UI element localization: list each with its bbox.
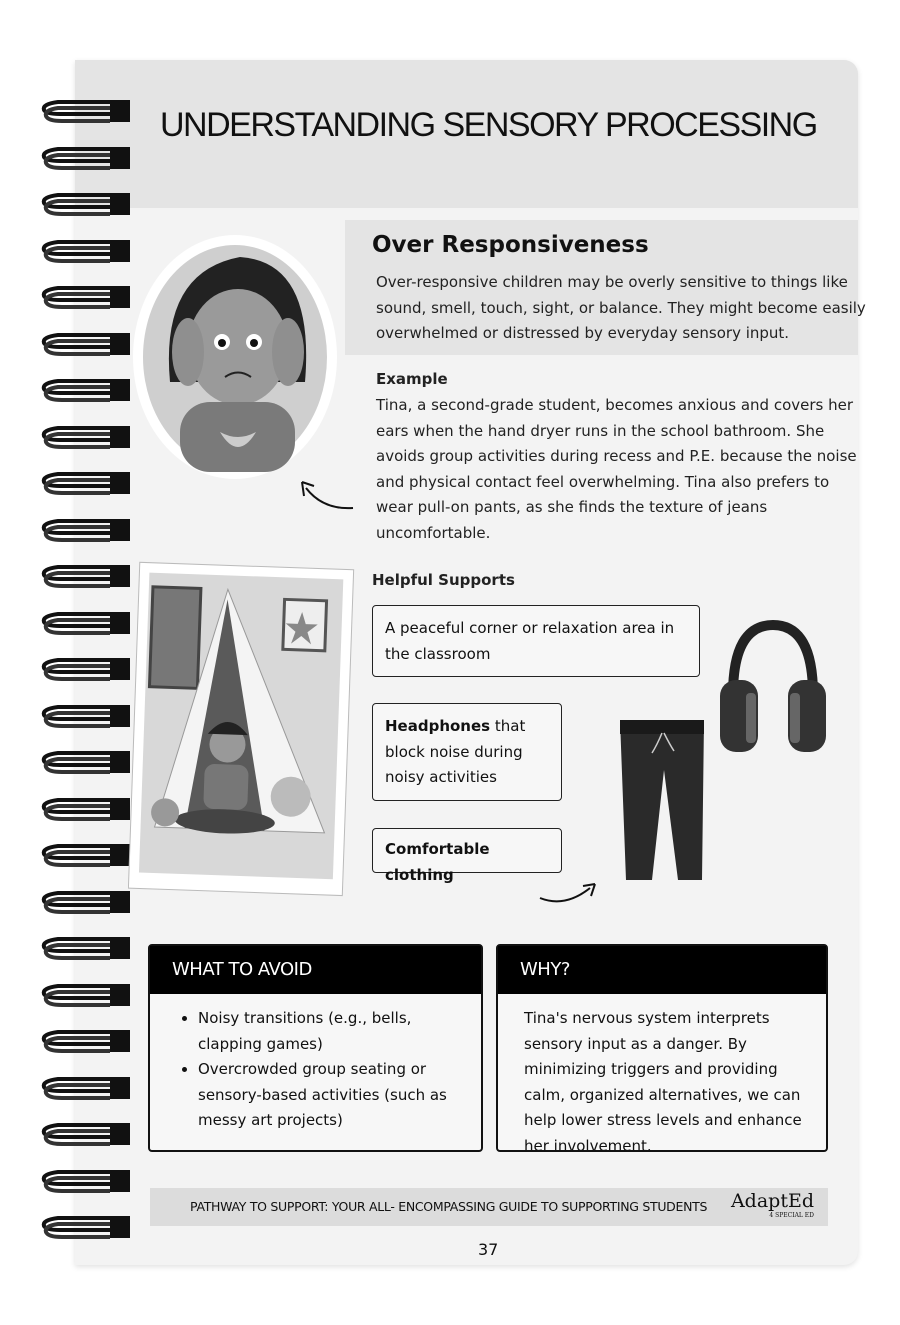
intro-line: overwhelmed or distressed by everyday sensory input. [376, 324, 790, 342]
footer-band [150, 1188, 828, 1226]
support-item-clothing [372, 828, 562, 884]
example-line: uncomfortable. [376, 523, 491, 542]
footer-text: PATHWAY TO SUPPORT: YOUR ALL- ENCOMPASSING GUIDE TO SUPPORTING STUDENTS [190, 1199, 708, 1214]
headphones-illustration [718, 615, 828, 755]
spiral-ring [40, 191, 130, 217]
curved-arrow-icon [535, 880, 600, 910]
spiral-ring [40, 1168, 130, 1194]
spiral-ring [40, 145, 130, 171]
intro-text [376, 270, 866, 347]
spiral-ring [40, 749, 130, 775]
spiral-ring [40, 98, 130, 124]
adapted-logo: AdaptEd 4 SPECIAL ED [730, 1190, 814, 1219]
spiral-ring [40, 703, 130, 729]
example-line: Tina, a second-grade student, becomes anxious and covers her [376, 396, 854, 414]
example-line: ears when the hand dryer runs in the school bathroom. She [376, 421, 825, 440]
spiral-ring [40, 1214, 130, 1240]
spiral-ring [40, 656, 130, 682]
spiral-ring [40, 424, 130, 450]
page-title: UNDERSTANDING SENSORY PROCESSING [160, 106, 817, 144]
spiral-ring [40, 377, 130, 403]
spiral-ring [40, 1075, 130, 1101]
example-line: avoids group activities during recess and P.E. because the noise [376, 447, 857, 465]
spiral-ring [40, 889, 130, 915]
support-bold-text: Headphones [385, 717, 491, 735]
spiral-ring [40, 470, 130, 496]
support-bold-text: Comfortable clothing [385, 840, 490, 884]
spiral-ring [40, 238, 130, 264]
why-heading: WHY? [498, 946, 826, 994]
page-number: 37 [478, 1240, 499, 1259]
why-text: Tina's nervous system interprets sensory input as a danger. By minimizing triggers and providing calm, organized alternatives, we can help lower stress levels and enhance her involvement. [524, 1009, 802, 1155]
calm-corner-tent-photo [128, 560, 358, 900]
example-label: Example [376, 370, 448, 388]
supports-label: Helpful Supports [372, 571, 515, 589]
avoid-item: • Noisy transitions (e.g., bells, clapping games) [198, 1006, 459, 1057]
spiral-ring [40, 1028, 130, 1054]
avoid-list [172, 1006, 459, 1134]
pull-on-pants-illustration [612, 715, 712, 890]
intro-line: Over-responsive children may be overly sensitive to things like [376, 273, 848, 291]
spiral-ring [40, 842, 130, 868]
girl-covering-ears-illustration [130, 232, 340, 482]
avoid-item: • Overcrowded group seating or sensory-based activities (such as messy art projects) [198, 1057, 459, 1134]
spiral-ring [40, 563, 130, 589]
curved-arrow-icon [298, 478, 358, 514]
section-heading: Over Responsiveness [372, 232, 649, 258]
spiral-ring [40, 935, 130, 961]
spiral-ring [40, 284, 130, 310]
example-line: and physical contact feel overwhelming. Tina also prefers to [376, 472, 830, 491]
example-line: wear pull-on pants, as she finds the texture of jeans [376, 498, 768, 516]
support-text: A peaceful corner or relaxation area in the classroom [385, 619, 675, 663]
support-item-headphones [372, 703, 562, 801]
what-to-avoid-card [148, 944, 483, 1152]
spiral-ring [40, 982, 130, 1008]
spiral-ring [40, 610, 130, 636]
spiral-ring [40, 1121, 130, 1147]
support-text: that block noise during noisy activities [385, 717, 526, 786]
example-text [376, 393, 857, 546]
support-item-calm-corner [372, 605, 700, 677]
spiral-ring [40, 517, 130, 543]
intro-line: sound, smell, touch, sight, or balance. They might become easily [376, 298, 866, 317]
avoid-heading: WHAT TO AVOID [150, 946, 481, 994]
spiral-ring [40, 331, 130, 357]
spiral-ring [40, 796, 130, 822]
why-card [496, 944, 828, 1155]
